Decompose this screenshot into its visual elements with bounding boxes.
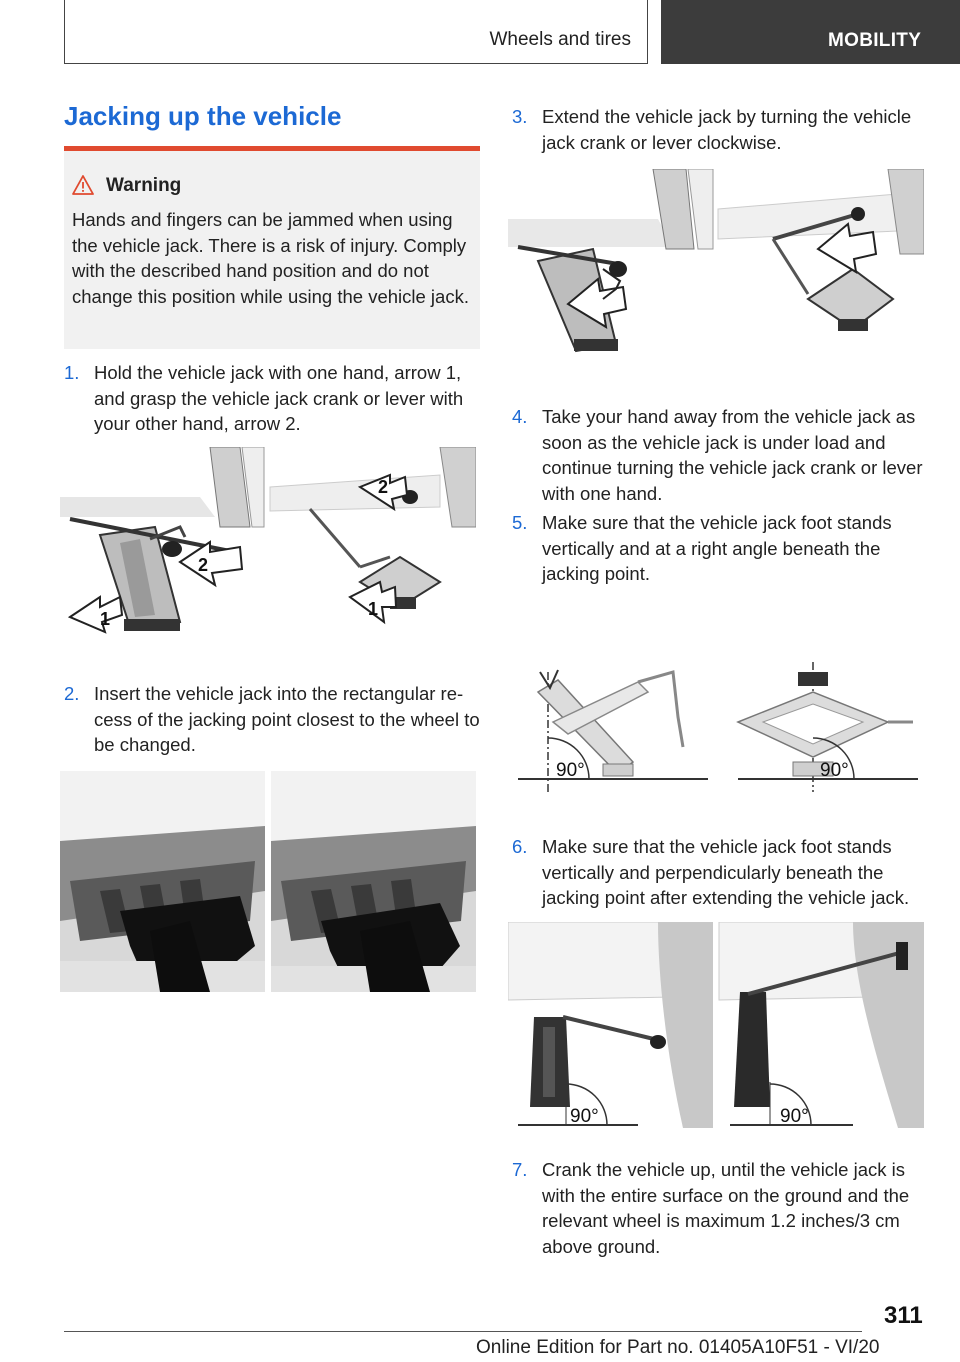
angle-label: 90° bbox=[820, 760, 849, 781]
header-chapter-tab bbox=[661, 0, 960, 64]
step-number: 3. bbox=[512, 106, 528, 127]
figure-panel-left bbox=[508, 922, 713, 1128]
warning-heading bbox=[72, 175, 181, 197]
footer-divider bbox=[64, 1331, 862, 1332]
step-6 bbox=[512, 834, 928, 911]
figure-hold-jack bbox=[60, 447, 476, 643]
step-text: Take your hand away from the vehicle jack as soon as the vehicle jack is under load and continue turning the vehicle jack crank or lever with one hand. bbox=[542, 406, 923, 504]
warning-box bbox=[64, 146, 480, 349]
warning-text: Hands and fingers can be jammed when using the vehicle jack. There is a risk of injury. Comply with the described hand position and do not change this position while using the vehicle jack. bbox=[72, 209, 469, 307]
step-4 bbox=[512, 404, 928, 506]
angle-label: 90° bbox=[780, 1106, 809, 1127]
step-number: 5. bbox=[512, 512, 528, 533]
step-text: Extend the vehicle jack by turning the vehicle jack crank or lever clockwise. bbox=[542, 106, 912, 153]
step-number: 4. bbox=[512, 406, 528, 427]
step-text: Hold the vehicle jack with one hand, arrow 1, and grasp the vehicle jack crank or lever with your other hand, arrow 2. bbox=[94, 362, 464, 434]
arrow-label-1: 1 bbox=[100, 609, 111, 629]
step-text: Crank the vehicle up, until the vehicle jack is with the entire surface on the ground and the relevant wheel is maximum 1.2 inches/3 cm above ground. bbox=[542, 1159, 910, 1257]
photo-panel-left bbox=[60, 771, 265, 992]
figure-jacking-point bbox=[60, 771, 476, 992]
step-3 bbox=[512, 104, 928, 155]
footer-edition: Online Edition for Part no. 01405A10F51 - VI/20 bbox=[476, 1337, 880, 1358]
arrow-label-2: 2 bbox=[198, 555, 209, 575]
step-1 bbox=[64, 360, 480, 437]
header-chapter-title: MOBILITY bbox=[828, 30, 922, 51]
arrow-label-2b: 2 bbox=[378, 477, 389, 497]
figure-perpendicular bbox=[508, 922, 924, 1128]
figure-right-angle bbox=[508, 652, 924, 792]
warning-triangle-icon bbox=[72, 175, 94, 195]
header-section-title: Wheels and tires bbox=[489, 29, 631, 50]
step-text: Make sure that the vehicle jack foot stands vertically and perpendicularly beneath the jacking point after extending the vehicle jack. bbox=[542, 836, 910, 908]
angle-label: 90° bbox=[556, 760, 585, 781]
step-number: 7. bbox=[512, 1159, 528, 1180]
warning-heading-label: Warning bbox=[106, 175, 182, 196]
figure-panel-left bbox=[60, 447, 264, 643]
step-text: Insert the vehicle jack into the rectangular recess of the jacking point closest to the wheel to be changed. bbox=[94, 683, 480, 755]
step-text: Make sure that the vehicle jack foot stands vertically and at a right angle beneath the jacking point. bbox=[542, 512, 892, 584]
step-number: 1. bbox=[64, 362, 80, 383]
header-section-box bbox=[64, 0, 648, 64]
angle-label: 90° bbox=[570, 1106, 599, 1127]
figure-extend-jack bbox=[508, 169, 924, 355]
step-number: 2. bbox=[64, 683, 80, 704]
step-number: 6. bbox=[512, 836, 528, 857]
step-5 bbox=[512, 510, 928, 587]
step-7 bbox=[512, 1157, 928, 1259]
page-header bbox=[0, 0, 960, 66]
figure-panel-right bbox=[719, 922, 924, 1128]
arrow-label-1b: 1 bbox=[368, 599, 379, 619]
step-2 bbox=[64, 681, 480, 758]
page-number: 311 bbox=[884, 1302, 923, 1329]
page-title: Jacking up the vehicle bbox=[64, 101, 342, 131]
photo-panel-right bbox=[271, 771, 476, 992]
